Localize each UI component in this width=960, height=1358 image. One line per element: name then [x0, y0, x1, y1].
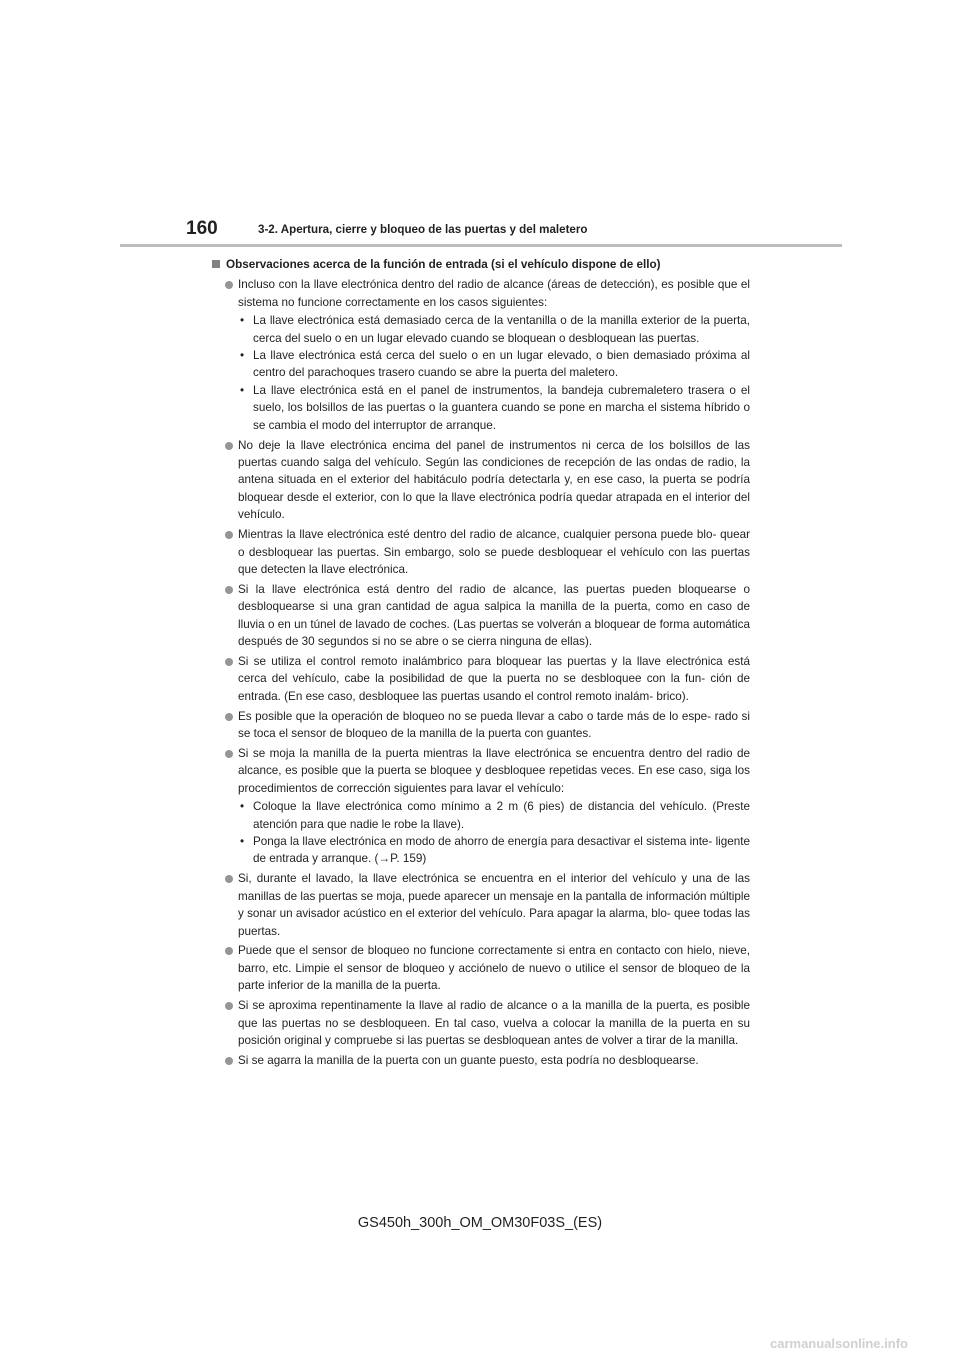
- note-item: [212, 745, 750, 868]
- sub-item: [238, 833, 750, 868]
- note-item: [212, 437, 750, 524]
- sub-list: [238, 798, 750, 868]
- page-number: 160: [186, 218, 218, 239]
- document-code: GS450h_300h_OM_OM30F03S_(ES): [357, 1215, 603, 1231]
- page-header: [186, 218, 840, 244]
- square-bullet-icon: [212, 260, 220, 268]
- note-text: Es posible que la operación de bloqueo no se pueda llevar a cabo o tarde más de lo espe- rado si se toca el sensor de bloqueo de la manilla de la puerta con guantes.: [238, 709, 750, 741]
- bullet-dot-icon: [225, 713, 233, 721]
- note-text: Si la llave electrónica está dentro del radio de alcance, las puertas pueden bloquearse o desbloquearse si una gran cantidad de agua salpica la manilla de la puerta, como en caso de lluvia o en un túnel de lavado de coches. (Las puertas se volverán a bloquear de forma automática después de 30 segundos si no se abre o se cierra ninguna de ellas).: [238, 582, 750, 649]
- note-text: No deje la llave electrónica encima del panel de instrumentos ni cerca de los bolsillos de las puertas cuando salga del vehículo. Según las condiciones de recepción de las ondas de radio, la antena situada en el exterior del habitáculo podría detectarla y, en ese caso, la puerta se podría bloquear desde el exterior, con lo que la llave electrónica podría quedar atrapada en el interior del vehículo.: [238, 438, 750, 522]
- sub-item-text: La llave electrónica está cerca del suelo o en un lugar elevado, o bien demasiado próxima al centro del parachoques trasero cuando se abre la puerta del maletero.: [253, 349, 750, 380]
- bullet-dot-icon: [225, 586, 233, 594]
- bullet-dot-icon: [225, 875, 233, 883]
- bullet-dot-icon: [225, 531, 233, 539]
- note-text: Incluso con la llave electrónica dentro del radio de alcance (áreas de detección), es posible que el sistema no funcione correctamente en los casos siguientes:: [238, 278, 750, 309]
- note-text: Puede que el sensor de bloqueo no funcione correctamente si entra en contacto con hielo, nieve, barro, etc. Limpie el sensor de bloqueo y acciónelo de nuevo o utilice el sensor de bloqueo de la parte inferior de la manilla de la puerta.: [238, 944, 750, 993]
- sub-item-text: Coloque la llave electrónica como mínimo a 2 m (6 pies) de distancia del vehículo. (Preste atención para que nadie le robe la llave).: [253, 800, 750, 831]
- sub-item-text: La llave electrónica está en el panel de instrumentos, la bandeja cubremaletero trasera o el suelo, los bolsillos de las puertas o la guantera cuando se pone en marcha el sistema híbrido o se cambia el modo del interruptor de arranque.: [253, 383, 750, 432]
- bullet-dot-icon: [225, 281, 233, 289]
- note-item: [212, 997, 750, 1049]
- page-content: [212, 256, 750, 1072]
- note-text: Si, durante el lavado, la llave electrónica se encuentra en el interior del vehículo y una de las manillas de las puertas se moja, puede aparecer un mensaje en la pantalla de información múltiple y sonar un avisador acústico en el exterior del vehículo. Para apagar la alarma, blo- quee todas las puertas.: [238, 872, 750, 938]
- note-text: Si se agarra la manilla de la puerta con un guante puesto, esta podría no desbloquearse.: [238, 1053, 699, 1067]
- note-text: Si se moja la manilla de la puerta mientras la llave electrónica se encuentra dentro del radio de alcance, es posible que la puerta se bloquee y desbloquee repetidas veces. En ese caso, siga los procedimientos de corrección siguientes para lavar el vehículo:: [238, 746, 750, 795]
- bullet-dot-icon: [225, 750, 233, 758]
- small-bullet-icon: •: [240, 835, 245, 848]
- sub-list: [238, 312, 750, 434]
- bullet-dot-icon: [225, 442, 233, 450]
- sub-item: [238, 347, 750, 382]
- section-title: 3-2. Apertura, cierre y bloqueo de las puertas y del maletero: [258, 223, 588, 236]
- note-item: [212, 1052, 750, 1069]
- watermark: carmanualsonline.info: [770, 1336, 908, 1351]
- small-bullet-icon: •: [240, 383, 245, 397]
- note-text: Si se aproxima repentinamente la llave al radio de alcance o a la manilla de la puerta, es posible que las puertas no se desbloqueen. En tal caso, vuelva a colocar la manilla de la puerta en su posición original y compruebe si las puertas se desbloquean antes de volver a tirar de la manilla.: [238, 999, 750, 1047]
- sub-item: [238, 798, 750, 833]
- note-text: Mientras la llave electrónica esté dentro del radio de alcance, cualquier persona puede blo- quear o desbloquear las puertas. Sin embargo, solo se puede desbloquear el vehículo con las puertas que detecten la llave electrónica.: [238, 528, 750, 576]
- note-text: Si se utiliza el control remoto inalámbrico para bloquear las puertas y la llave electrónica está cerca del vehículo, cabe la posibilidad de que la puerta no se desbloquee con la fun- ción de entrada. (En ese caso, desbloquee las puertas usando el control remoto inalám- brico).: [238, 654, 750, 703]
- note-item: [212, 653, 750, 705]
- notes-list: [212, 276, 750, 1069]
- note-item: [212, 276, 750, 434]
- sub-item: [238, 382, 750, 434]
- sub-item-text: Ponga la llave electrónica en modo de ahorro de energía para desactivar el sistema inte- ligente de entrada y arranque. (→P. 159): [253, 835, 751, 866]
- header-divider: [120, 244, 842, 247]
- sub-item: [238, 312, 750, 347]
- note-item: [212, 942, 750, 994]
- bullet-dot-icon: [225, 947, 233, 955]
- bullet-dot-icon: [225, 1002, 233, 1010]
- small-bullet-icon: •: [240, 800, 245, 814]
- note-item: [212, 870, 750, 940]
- heading-text: Observaciones acerca de la función de entrada (si el vehículo dispone de ello): [226, 258, 661, 271]
- bullet-dot-icon: [225, 1057, 233, 1065]
- small-bullet-icon: •: [240, 349, 245, 363]
- note-item: [212, 708, 750, 743]
- section-heading: [212, 256, 750, 273]
- note-item: [212, 526, 750, 578]
- sub-item-text: La llave electrónica está demasiado cerca de la ventanilla o de la manilla exterior de la puerta, cerca del suelo o en un lugar elevado cuando se bloquean o desbloquean las puertas.: [253, 314, 750, 345]
- small-bullet-icon: •: [240, 314, 245, 328]
- bullet-dot-icon: [225, 658, 233, 666]
- note-item: [212, 581, 750, 651]
